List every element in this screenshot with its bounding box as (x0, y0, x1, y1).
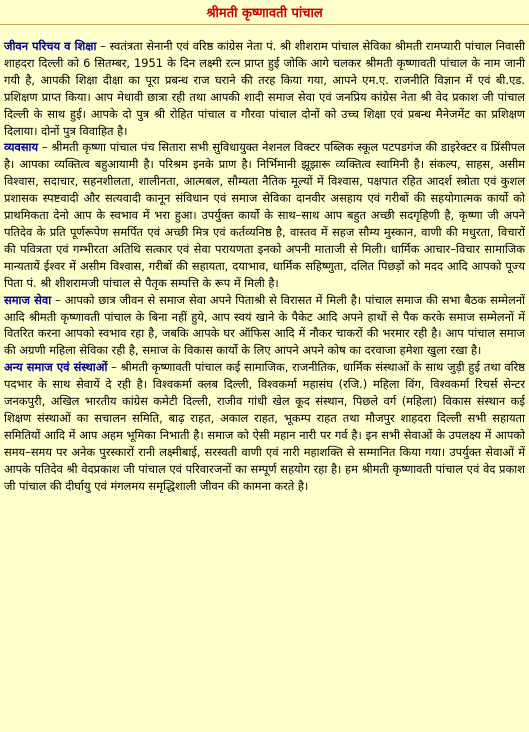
section-heading: अन्य समाज एवं संस्थाओं (4, 360, 108, 375)
section-text: – श्रीमती कृष्णा पांचाल पंच सितारा सभी सुविधायुक्त नेशनल विक्टर पब्लिक स्कूल पटपडगंज की डाइरेक्टर व प्रिंसीपल है। आपका व्यक्तित्व बहुआयामी है। परिश्रम इनके प्राण है। निर्भिमानी झूझारू व्यक्तित्व स्वामिनी है। संकल्प, साहस, असीम विश्वास, सदाचार, सहनशीलता, शालीनता, आत्मबल, सौम्यता नैतिक मूल्यों में विश्वास, पक्षपात रहित आदर्श स्त्रोता एवं कुशल प्रशासक स्पष्टवादी और सत्यवादी कानून संविधान एवं समाज सेविका दानवीर असहाय एवं गरीबों की सहयोगात्मक कार्यो को प्राथमिकता देनो आप के स्वभाव में भरा हुआ। उपर्युक्त कार्यो के साथ–साथ आप बहुत अच्छी सदगृहिणी है, कृष्णा जी अपने पतिदेव के प्रति पूर्णरूपेण समर्पित एवं अच्छी मित्र एवं कर्तव्यनिष्ठ है, वास्तव में सहज सौम्य मुस्कान, वाणी की मधुरता, विचारों की पवित्रता एवं गम्भीरता अतिथि सत्कार एवं सेवा परायणता इनको अपनी माताजी से मिली। धार्मिक आचार–विचार सामाजिक मान्यतायें ईश्वर में असीम विश्वास, गरीबों की सहायता, दयाभाव, धार्मिक सहिष्णुता, दलित पिछड़ों को मदद आदि आपको पूज्य पिता पं. श्री शीशरामजी पांचाल से पैतृक सम्पत्ति के रूप में मिली है। (4, 140, 525, 290)
section-heading: समाज सेवा (4, 292, 52, 307)
section-heading: जीवन परिचय व शिक्षा (4, 39, 97, 53)
section-profession (4, 139, 525, 291)
section-heading: व्यवसाय (4, 140, 39, 155)
section-social-service (4, 292, 525, 360)
section-text: – स्वतंत्रता सेनानी एवं वरिष्ठ कांग्रेस नेता पं. श्री शीशराम पांचाल सेविका श्रीमती रामप्यारी पांचाल निवासी शाहदरा दिल्ली को 6 सितम्बर, 1951 के दिन लक्ष्मी रत्न प्राप्त हुई जोकि आगे चलकर श्रीमती कृष्णावती पांचाल के नाम जानी गयी है, आपकी शिक्षा दीक्षा का पूरा प्रबन्ध राज घराने की तरह किया गया, आपने एम.ए. राजनीति विज्ञान में एवं बी.एड. प्रशिक्षण प्राप्त किया। आप मेधावी छात्रा रही तथा आपकी शादी समाज सेवा एवं जनप्रिय कांग्रेस नेता श्री वेद प्रकाश जी पांचाल दिल्ली के साथ हुई। आपके दो पुत्र श्री रोहित पांचाल व गौरवा पांचाल दोनों को उच्च शिक्षा एवं प्रबन्ध मैनेजमेंट का प्रशिक्षण दिलाया। दोनों पुत्र विवाहित है। (4, 39, 525, 138)
section-life-education (4, 38, 525, 139)
section-text: – श्रीमती कृष्णावती पांचाल कई सामाजिक, राजनीतिक, धार्मिक संस्थाओं के साथ जुड़ी हुई तथा वरिष्ठ पदभार के साथ सेवायें दे रही है। विश्वकर्मा क्लब दिल्ली, विश्वकर्मा महासंघ (रजि.) महिला विंग, विश्वकर्मा रिचर्स सेन्टर जनकपुरी, अखिल भारतीय कांग्रेस कमेटी दिल्ली, राजीव गांधी खेल कूद संस्थान, पिछले वर्ग (महिला) विकास संस्थान कई शिक्षण संस्थाओं का सचालन समिति, बाढ़ राहत, अकाल राहत, भूकम्प राहत तथा मौजपुर शाहदरा दिल्ली सभी सहायता समितियों आदि में आप अहम भूमिका निभाती है। समाज को ऐसी महान नारी पर गर्व है। इन सभी सेवाओं के उपलक्ष्य में आपको समय–समय पर अनेक पुरस्कारों रानी लक्ष्मीबाई, सरस्वती वाणी एवं नारी महाशक्ति से सम्मानित किया गया। उपर्युक्त सेवाओं में आपके पतिदेव श्री वेदप्रकाश जी पांचाल एवं परिवारजनों का सम्पूर्ण सहयोग रहा है। हम श्रीमती कृष्णावती पांचाल एवं वेद प्रकाश जी पांचाल की दीर्घायु एवं मंगलमय समृद्धिशाली जीवन की कामना करते है। (4, 360, 525, 493)
page-title: श्रीमती कृष्णावती पांचाल (206, 6, 323, 21)
title-bar (0, 0, 529, 25)
section-other-organizations (4, 359, 525, 494)
section-text: – आपको छात्र जीवन से समाज सेवा अपने पिताश्री से विरासत में मिली है। पांचाल समाज की सभा बैठक सम्मेलनों आदि श्रीमती कृष्णावती पांचाल के बिना नहीं हुये, आप स्वयं खाने के पैकेट आदि अपने हाथों से पैक करके समाज सम्मेलनों में वितरित करना आपको स्वभाव रहा है, जबकि आपके घर ऑफिस आदि में नौकर चाकरों की भरमार रही है। आप पांचाल समाज की अग्रणी महिला सेविका रही है, समाज के विकास कार्यो के लिए आपने अपने कोष का दरवाजा हमेशा खुला रखा है। (4, 292, 525, 358)
